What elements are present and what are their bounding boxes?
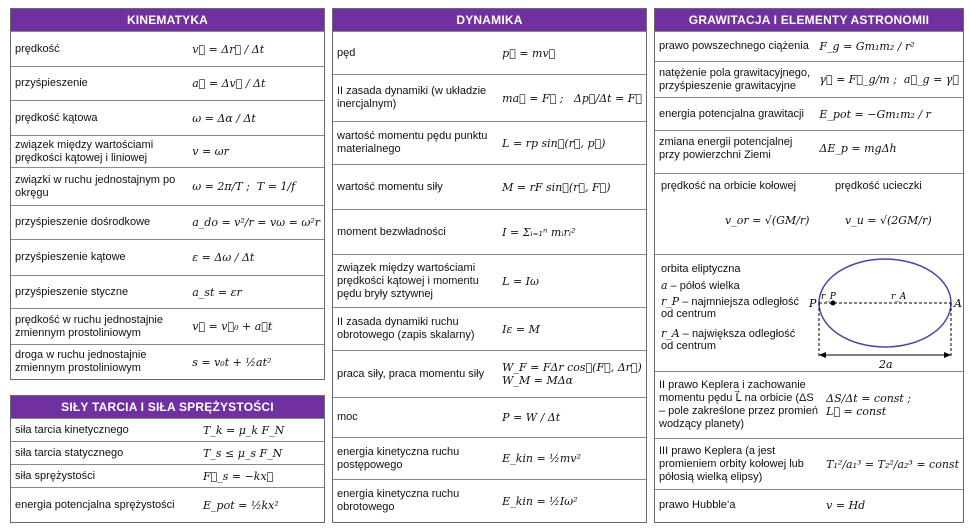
- table-row: siła tarcia kinetycznego T_k = μ_k F_N: [11, 419, 324, 442]
- table-row: siła tarcia statycznego T_s ≤ μ_s F_N: [11, 442, 324, 465]
- table-row: związki w ruchu jednostajnym po okręgu ω = 2π/T ; T = 1/f: [11, 168, 324, 206]
- friction-panel: [10, 395, 325, 523]
- table-row: wartość momentu pędu punktu materialnego L = rp sin∢(r⃗, p⃗): [333, 122, 646, 165]
- dynamics-title: DYNAMIKA: [333, 9, 646, 31]
- table-row: II prawo Keplera i zachowanie momentu pędu L⃗ na orbicie (ΔS – pole zakreślone przez promień wodzący planety) ΔS/Δt = const ; L⃗ = const: [655, 372, 963, 439]
- table-row: prędkość kątowa ω = Δα / Δt: [11, 101, 324, 136]
- orbital-speed-block: [655, 173, 963, 255]
- arrowhead-left: [819, 352, 826, 358]
- table-row: energia potencjalna grawitacji E_pot = −Gm₁m₂ / r: [655, 98, 963, 131]
- label-2a: 2a: [879, 358, 893, 371]
- label-rp: r_P: [821, 292, 836, 302]
- arrowhead-right: [944, 352, 951, 358]
- gravity-title: GRAWITACJA I ELEMENTY ASTRONOMII: [655, 9, 963, 31]
- table-row: zmiana energii potencjalnej przy powierzchni Ziemi ΔE_p = mgΔh: [655, 131, 963, 167]
- table-row: przyśpieszenie a⃗ = Δv⃗ / Δt: [11, 67, 324, 101]
- table-row: siła sprężystości F⃗_s = −kx⃗: [11, 465, 324, 488]
- table-row: wartość momentu siły M = rF sin∢(r⃗, F⃗): [333, 165, 646, 210]
- label-A: A: [954, 297, 962, 310]
- escape-speed-formula: v_u = √(2GM/r): [845, 214, 932, 227]
- table-row: II zasada dynamiki (w układzie inercjalnym) ma⃗ = F⃗ ; Δp⃗/Δt = F⃗: [333, 75, 646, 122]
- kinematics-title: KINEMATYKA: [11, 9, 324, 31]
- table-row: związek między wartościami prędkości kątowej i momentu pędu bryły sztywnej L = Iω: [333, 255, 646, 308]
- orbital-speed-label: prędkość na orbicie kołowej: [661, 180, 797, 192]
- table-row: związek między wartościami prędkości kątowej i liniowej v = ωr: [11, 136, 324, 168]
- escape-speed-label: prędkość ucieczki: [835, 180, 922, 192]
- label-ra: r_A: [891, 292, 907, 302]
- legend-rp: r_P – najmniejsza odległość od centrum: [661, 295, 800, 320]
- table-row: prędkość v⃗ = Δr⃗ / Δt: [11, 32, 324, 67]
- table-row: moment bezwładności I = Σᵢ₌₁ⁿ mᵢrᵢ²: [333, 210, 646, 255]
- friction-title: SIŁY TARCIA I SIŁA SPRĘŻYSTOŚCI: [11, 396, 324, 418]
- table-row: droga w ruchu jednostajnie zmiennym prostoliniowym s = v₀t + ½at²: [11, 345, 324, 380]
- gravity-table-top: [655, 31, 963, 167]
- kinematics-panel: [10, 8, 325, 380]
- table-row: prawo Hubble’a v = Hd: [655, 490, 963, 521]
- dynamics-panel: [332, 8, 647, 523]
- table-row: prędkość w ruchu jednostajnie zmiennym prostoliniowym v⃗ = v⃗₀ + a⃗t: [11, 309, 324, 345]
- table-row: III prawo Keplera (a jest promieniem orbity kołowej lub półosią wielką elipsy) T₁²/a₁³ = T₂²/a₂³ = const: [655, 439, 963, 490]
- label-P: P: [809, 297, 817, 310]
- ellipse-title: orbita eliptyczna: [661, 263, 741, 275]
- table-row: energia kinetyczna ruchu postępowego E_kin = ½mv²: [333, 438, 646, 480]
- table-row: II zasada dynamiki ruchu obrotowego (zapis skalarny) Iε = M: [333, 308, 646, 351]
- dynamics-table: [333, 31, 646, 523]
- table-row: przyśpieszenie dośrodkowe a_do = v²/r = vω = ω²r: [11, 206, 324, 240]
- orbital-speed-formula: v_or = √(GM/r): [725, 214, 810, 227]
- legend-ra: r_A – największa odległość od centrum: [661, 327, 796, 352]
- gravity-table-bottom: [655, 371, 963, 521]
- table-row: praca siły, praca momentu siły W_F = FΔr cos∢(F⃗, Δr⃗) W_M = MΔα: [333, 351, 646, 398]
- legend-a: a – półoś wielka: [661, 279, 740, 292]
- table-row: moc P = W / Δt: [333, 398, 646, 438]
- table-row: energia potencjalna sprężystości E_pot = ½kx²: [11, 488, 324, 523]
- table-row: pęd p⃗ = mv⃗: [333, 32, 646, 75]
- table-row: przyśpieszenie kątowe ε = Δω / Δt: [11, 240, 324, 276]
- friction-table: [11, 418, 324, 523]
- table-row: natężenie pola grawitacyjnego, przyśpieszenie grawitacyjne γ⃗ = F⃗_g/m ; a⃗_g = γ⃗: [655, 62, 963, 98]
- table-row: przyśpieszenie styczne a_st = εr: [11, 276, 324, 309]
- table-row: energia kinetyczna ruchu obrotowego E_kin = ½Iω²: [333, 480, 646, 523]
- table-row: prawo powszechnego ciążenia F_g = Gm₁m₂ / r²: [655, 32, 963, 62]
- ellipse-diagram: [801, 255, 961, 371]
- elliptic-orbit-block: [655, 255, 963, 371]
- kinematics-table: [11, 31, 324, 380]
- gravity-panel: [654, 8, 964, 523]
